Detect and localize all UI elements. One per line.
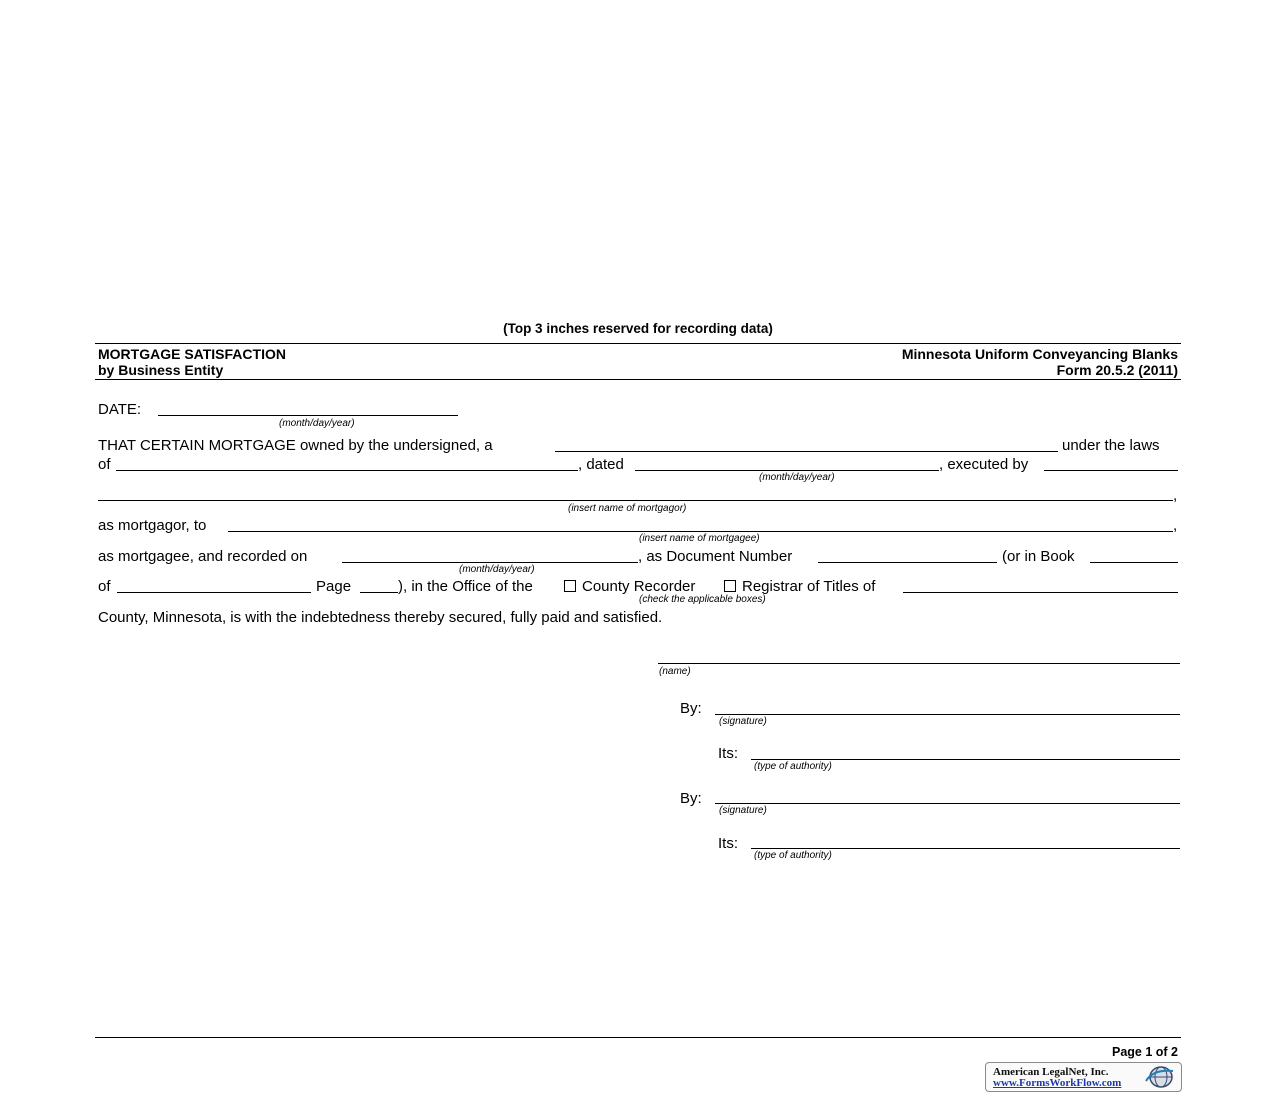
boxes-hint: (check the applicable boxes) bbox=[639, 594, 766, 605]
reserved-note: (Top 3 inches reserved for recording data) bbox=[503, 321, 773, 336]
mortgagor-field[interactable] bbox=[98, 500, 1173, 501]
mortgagor-comma: , bbox=[1173, 487, 1178, 504]
executed-by-label: , executed by bbox=[939, 456, 1029, 473]
mortgagee-field[interactable] bbox=[228, 531, 1173, 532]
recorded-date-field[interactable] bbox=[342, 562, 638, 563]
american-legalnet-logo[interactable] bbox=[985, 1062, 1182, 1092]
jurisdiction-field[interactable] bbox=[116, 470, 578, 471]
authority-field-1[interactable] bbox=[751, 759, 1180, 760]
form-subtitle: by Business Entity bbox=[98, 362, 224, 378]
dated-label: , dated bbox=[578, 456, 624, 473]
recorded-hint: (month/day/year) bbox=[459, 564, 535, 575]
signature-field-1[interactable] bbox=[715, 714, 1180, 715]
mortgagee-comma: , bbox=[1173, 517, 1178, 534]
signature-hint-1: (signature) bbox=[719, 716, 767, 727]
footer-rule bbox=[95, 1037, 1181, 1038]
logo-company-name: American LegalNet, Inc. bbox=[993, 1066, 1109, 1078]
authority-hint-2: (type of authority) bbox=[754, 850, 832, 861]
county-recorder-checkbox[interactable] bbox=[564, 580, 576, 592]
mortgage-intro-text: THAT CERTAIN MORTGAGE owned by the undersigned, a bbox=[98, 437, 493, 454]
book-volume-field[interactable] bbox=[117, 592, 311, 593]
header-top-rule bbox=[95, 343, 1181, 344]
date-hint: (month/day/year) bbox=[279, 418, 355, 429]
its-label-2: Its: bbox=[718, 835, 739, 852]
form-number: Form 20.5.2 (2011) bbox=[1056, 362, 1178, 378]
book-label: (or in Book bbox=[1002, 548, 1075, 565]
authority-hint-1: (type of authority) bbox=[754, 761, 832, 772]
name-hint: (name) bbox=[659, 666, 691, 677]
document-number-label: , as Document Number bbox=[638, 548, 793, 565]
county-recorder-option[interactable] bbox=[562, 578, 695, 595]
date-field[interactable] bbox=[158, 415, 458, 416]
executed-by-field[interactable] bbox=[1044, 470, 1178, 471]
header-bottom-rule bbox=[95, 379, 1181, 380]
satisfaction-statement: County, Minnesota, is with the indebtedness thereby secured, fully paid and satisfied. bbox=[98, 609, 663, 626]
page-field[interactable] bbox=[360, 592, 398, 593]
logo-url-link[interactable]: www.FormsWorkFlow.com bbox=[993, 1077, 1122, 1089]
series-title: Minnesota Uniform Conveyancing Blanks bbox=[901, 346, 1178, 362]
mortgagor-hint: (insert name of mortgagor) bbox=[568, 503, 687, 514]
its-label-1: Its: bbox=[718, 745, 739, 762]
signature-field-2[interactable] bbox=[715, 803, 1180, 804]
globe-icon bbox=[1143, 1065, 1177, 1089]
mortgagee-hint: (insert name of mortgagee) bbox=[639, 533, 760, 544]
page-number: Page 1 of 2 bbox=[1112, 1045, 1178, 1059]
county-name-field[interactable] bbox=[903, 592, 1178, 593]
form-title: MORTGAGE SATISFACTION bbox=[98, 346, 286, 362]
authority-field-2[interactable] bbox=[751, 848, 1180, 849]
under-laws-text: under the laws bbox=[1062, 437, 1160, 454]
of-label: of bbox=[98, 456, 111, 473]
by-label-1: By: bbox=[680, 700, 702, 717]
entity-name-field[interactable] bbox=[658, 663, 1180, 664]
dated-hint: (month/day/year) bbox=[759, 472, 835, 483]
registrar-checkbox[interactable] bbox=[724, 580, 736, 592]
county-recorder-label: County Recorder bbox=[582, 578, 696, 595]
office-label: ), in the Office of the bbox=[398, 578, 533, 595]
mortgagor-to-label: as mortgagor, to bbox=[98, 517, 207, 534]
document-number-field[interactable] bbox=[818, 562, 997, 563]
mortgage-date-field[interactable] bbox=[635, 470, 939, 471]
page-label: Page bbox=[316, 578, 352, 595]
book-field[interactable] bbox=[1090, 562, 1178, 563]
signature-hint-2: (signature) bbox=[719, 805, 767, 816]
by-label-2: By: bbox=[680, 790, 702, 807]
registrar-label: Registrar of Titles of bbox=[742, 578, 876, 595]
entity-type-field[interactable] bbox=[555, 451, 1058, 452]
date-label: DATE: bbox=[98, 401, 142, 418]
recorded-on-label: as mortgagee, and recorded on bbox=[98, 548, 308, 565]
registrar-option[interactable] bbox=[722, 578, 875, 595]
book-of-label: of bbox=[98, 578, 111, 595]
